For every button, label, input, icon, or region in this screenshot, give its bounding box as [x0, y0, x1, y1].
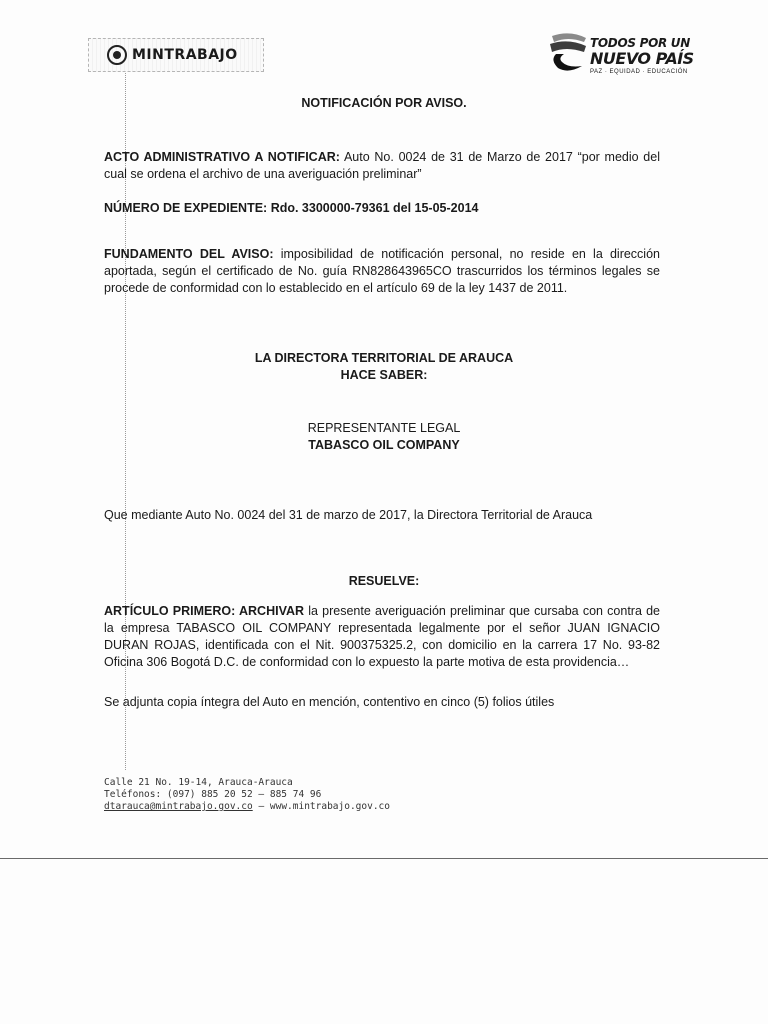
acto-paragraph: [104, 149, 660, 183]
mintrabajo-logo-text: MINTRABAJO: [132, 47, 238, 63]
acto-text: Auto No. 0024 de 31 de Marzo de 2017 “por medio del cual se ordena el archivo de una averiguación preliminar”: [104, 150, 660, 181]
flag-swoosh-icon: [546, 30, 590, 74]
articulo-label: ARTÍCULO PRIMERO: ARCHIVAR: [104, 604, 305, 618]
footer-separator: –: [252, 801, 270, 812]
todos-por-un-nuevo-pais-logo: [546, 28, 696, 84]
logo-line-todos-por-un: TODOS POR UN: [590, 36, 690, 50]
representante-legal: REPRESENTANTE LEGAL: [307, 421, 461, 435]
document-title: NOTIFICACIÓN POR AVISO.: [301, 96, 467, 110]
footer-web-line: [104, 801, 390, 813]
expediente-text: Rdo. 3300000-79361 del 15-05-2014: [267, 201, 479, 215]
que-mediante-paragraph: Que mediante Auto No. 0024 del 31 de marzo de 2017, la Directora Territorial de Arauca: [104, 508, 593, 522]
articulo-text: la presente averiguación preliminar que cursaba con contra de la empresa TABASCO OIL COMPANY representada legalmente por el señor JUAN IGNACIO DURAN ROJAS, identificada con el Nit. 900375325.2, con domicilio en la carrera 17 No. 93-82 Oficina 306 Bogotá D.C. de conformidad con lo expuesto la parte motiva de esta providencia…: [104, 604, 661, 669]
footer-address: Calle 21 No. 19-14, Arauca-Arauca: [104, 777, 293, 788]
bottom-rule: [0, 858, 768, 859]
expediente-label: NÚMERO DE EXPEDIENTE:: [104, 201, 268, 215]
footer-phones: Teléfonos: (097) 885 20 52 – 885 74 96: [104, 789, 322, 800]
hace-saber: HACE SABER:: [340, 368, 428, 382]
logo-line-nuevo-pais: NUEVO PAÍS: [590, 49, 694, 68]
acto-label: ACTO ADMINISTRATIVO A NOTIFICAR:: [104, 150, 340, 164]
logo-line-tagline: PAZ · EQUIDAD · EDUCACIÓN: [590, 69, 688, 75]
mintrabajo-logo: [88, 38, 264, 72]
seal-icon: [107, 45, 127, 65]
company-name: TABASCO OIL COMPANY: [308, 438, 460, 452]
footer-email-link[interactable]: dtarauca@mintrabajo.gov.co: [104, 801, 253, 812]
fundamento-paragraph: [104, 246, 660, 297]
directora-line1: LA DIRECTORA TERRITORIAL DE ARAUCA: [254, 351, 514, 365]
fundamento-text: imposibilidad de notificación personal, no reside en la dirección aportada, según el certificado de No. guía RN828643965CO trascurridos los términos legales se procede de conformidad con lo establecido en el artículo 69 de la ley 1437 de 2011.: [104, 247, 660, 295]
resuelve-heading: RESUELVE:: [348, 574, 420, 588]
footer-contact: [104, 777, 390, 813]
fundamento-label: FUNDAMENTO DEL AVISO:: [104, 247, 274, 261]
expediente-paragraph: [104, 200, 660, 217]
articulo-primero-paragraph: [104, 603, 660, 671]
footer-website-link[interactable]: www.mintrabajo.gov.co: [269, 801, 390, 812]
adjunta-paragraph: Se adjunta copia íntegra del Auto en mención, contentivo en cinco (5) folios útiles: [104, 695, 555, 709]
